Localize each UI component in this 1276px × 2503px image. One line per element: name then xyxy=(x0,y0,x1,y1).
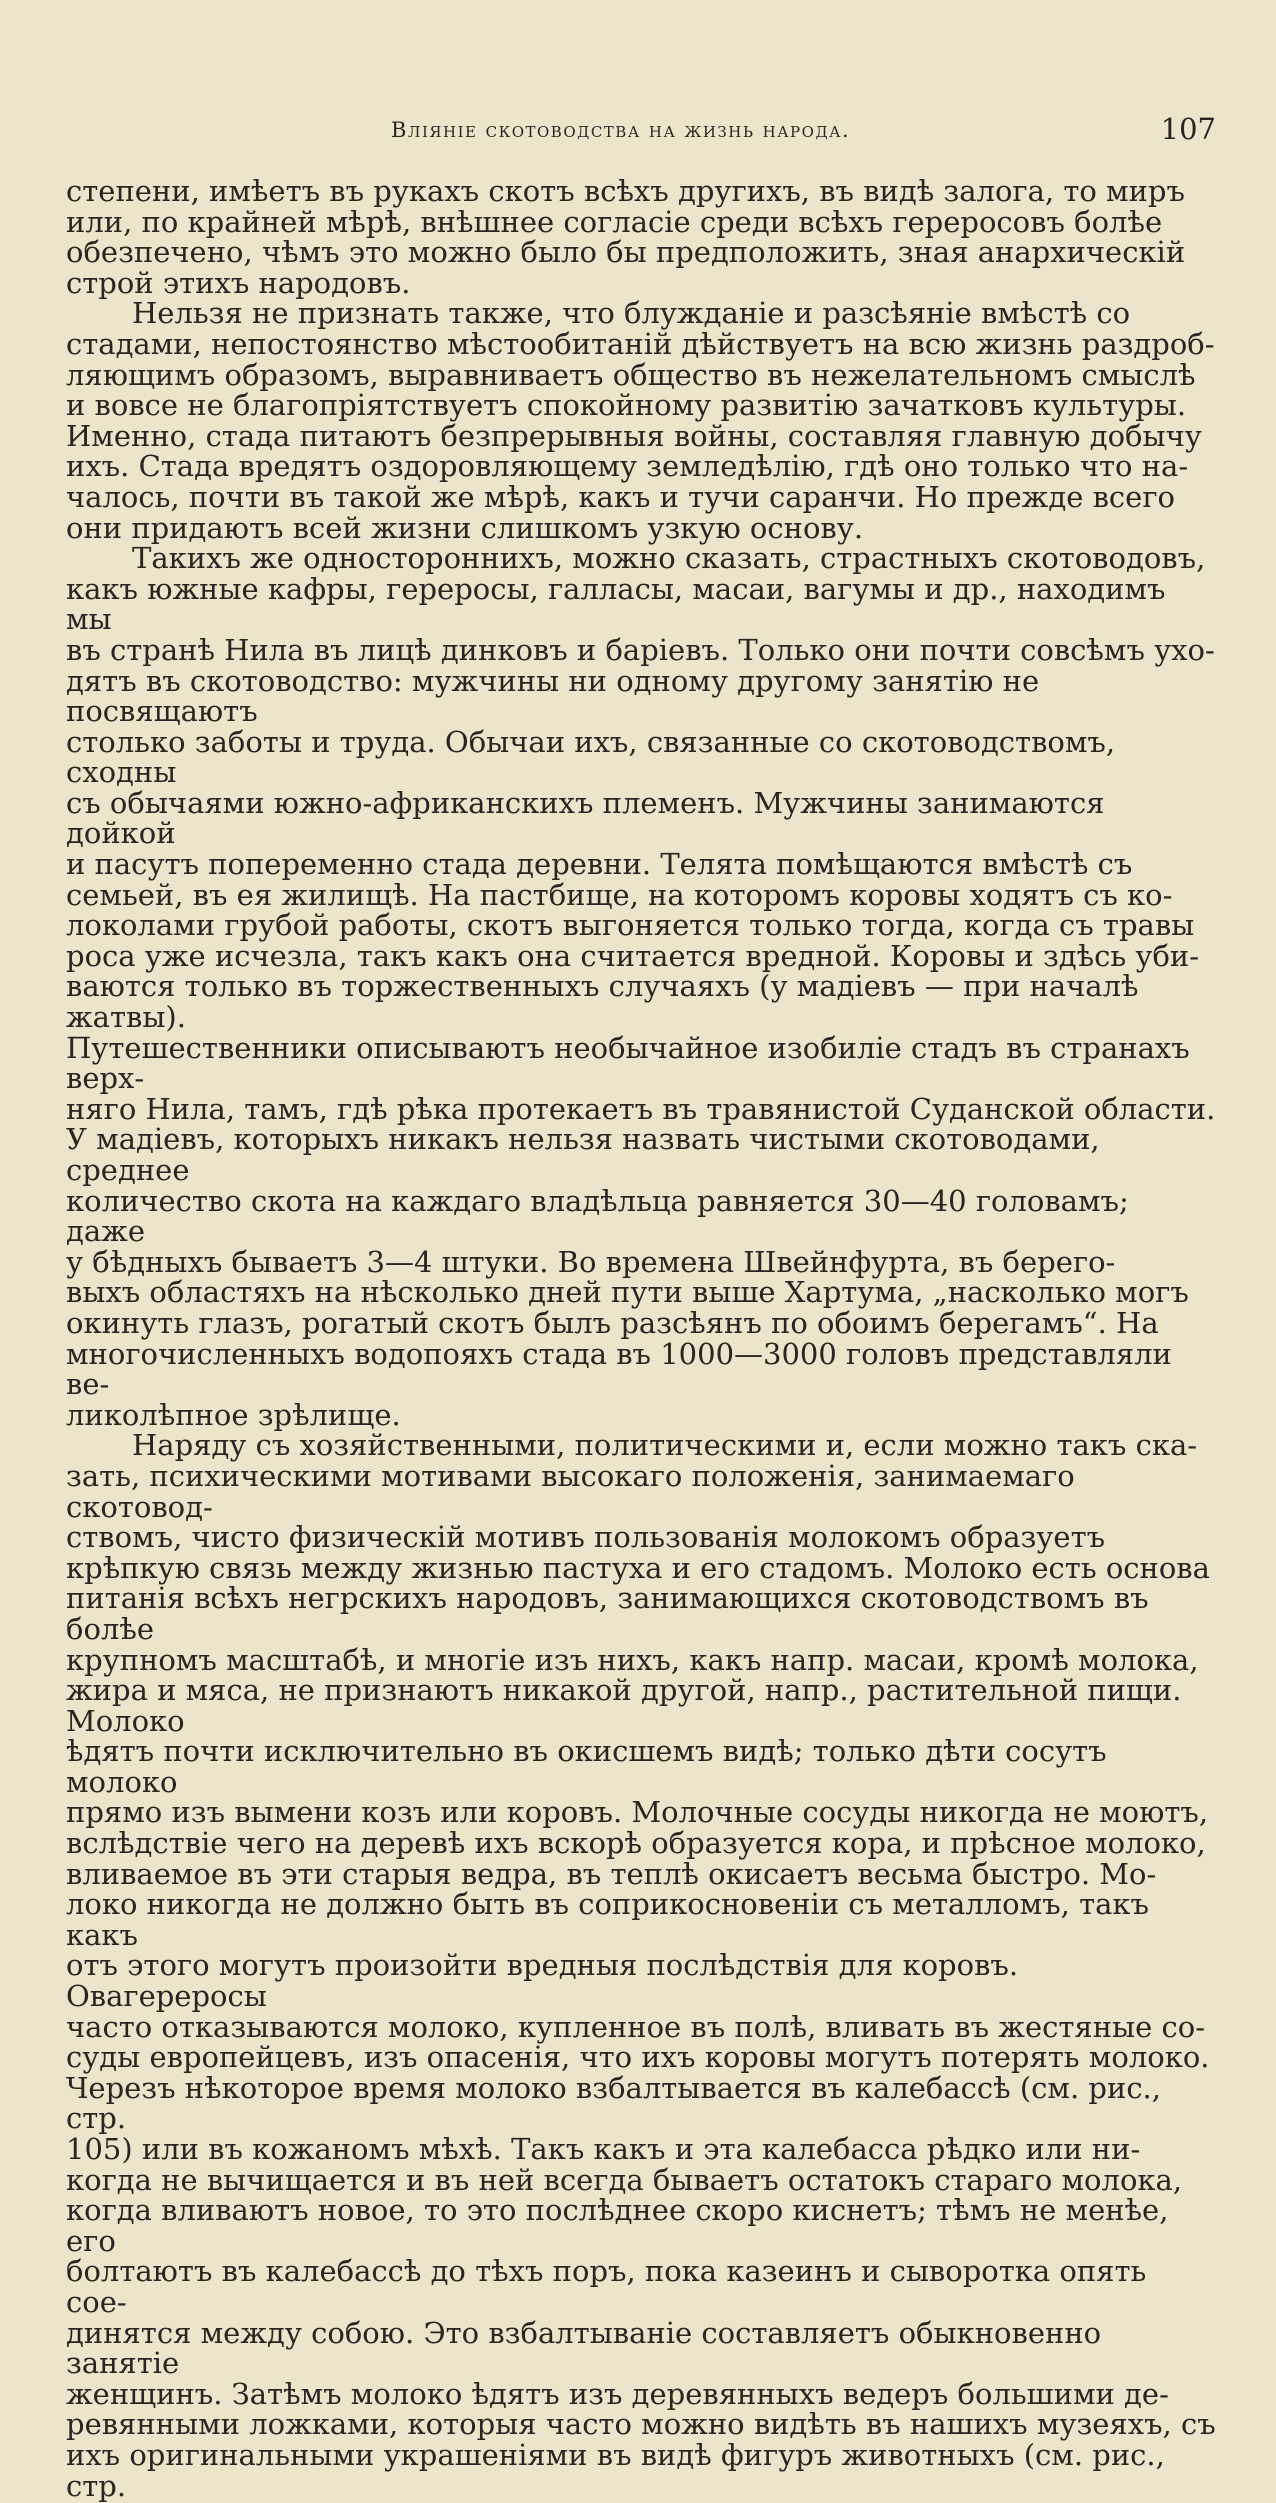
paragraph: Нельзя не признать также, что блужданіе и разсѣяніе вмѣстѣ со стадами, непостоянство мѣстообитаній дѣйствуетъ на всю жизнь раздроб- ляющимъ образомъ, выравниваетъ общество въ нежелательномъ смыслѣ и вовсе не благопріятствуетъ спокойному развитію зачатковъ культуры. Именно, стада питаютъ безпрерывныя войны, составляя главную добычу ихъ. Стада вредятъ оздоровляющему земледѣлію, гдѣ оно только что на- чалось, почти въ такой же мѣрѣ, какъ и тучи саранчи. Но прежде всего они придаютъ всей жизни слишкомъ узкую основу. xyxy=(66,296,1215,545)
paragraph: степени, имѣетъ въ рукахъ скотъ всѣхъ другихъ, въ видѣ залога, то миръ или, по крайней мѣрѣ, внѣшнее согласіе среди всѣхъ гереросовъ болѣе обезпечено, чѣмъ это можно было бы предположить, зная анархическій строй этихъ народовъ. xyxy=(66,174,1186,300)
running-title: Вліяніе скотоводства на жизнь народа. xyxy=(391,118,851,142)
page-number: 107 xyxy=(1160,112,1216,146)
body-text xyxy=(66,176,1216,2501)
paragraph: Наряду съ хозяйственными, политическими и, если можно такъ ска- зать, психическими мотивами высокаго положенія, занимаемаго скотовод- ствомъ, чисто физическій мотивъ пользованія молокомъ образуетъ крѣпкую связь между жизнью пастуха и его стадомъ. Молоко есть основа питанія всѣхъ негрскихъ народовъ, занимающихся скотоводствомъ въ болѣе крупномъ масштабѣ, и многіе изъ нихъ, какъ напр. масаи, кромѣ молока, жира и мяса, не признаютъ никакой другой, напр., растительной пищи. Молоко ѣдятъ почти исключительно въ окисшемъ видѣ; только дѣти сосутъ молоко прямо изъ вымени козъ или коровъ. Молочные сосуды никогда не моютъ, вслѣдствіе чего на деревѣ ихъ вскорѣ образуется кора, и прѣсное молоко, вливаемое въ эти старыя ведра, въ теплѣ окисаетъ весьма быстро. Мо- локо никогда не должно быть въ соприкосновеніи съ металломъ, такъ какъ отъ этого могутъ произойти вредныя послѣдствія для коровъ. Овагереросы часто отказываются молоко, купленное въ полѣ, вливать въ жестяные со- суды европейцевъ, изъ опасенія, что ихъ коровы могутъ потерять молоко. Черезъ нѣкоторое время молоко взбалтывается въ калебассѣ (см. рис., стр. 105) или въ кожаномъ мѣхѣ. Такъ какъ и эта калебасса рѣдко или ни- когда не вычищается и въ ней всегда бываетъ остатокъ стараго молока, когда вливаютъ новое, то это послѣднее скоро киснетъ; тѣмъ не менѣе, его болтаютъ въ калебассѣ до тѣхъ поръ, пока казеинъ и сыворотка опять сое- динятся между собою. Это взбалтываніе составляетъ обыкновенно занятіе женщинъ. Затѣмъ молоко ѣдятъ изъ деревянныхъ ведеръ большими де- ревянными ложками, которыя часто можно видѣть въ нашихъ музеяхъ, съ ихъ оригинальными украшеніями въ видѣ фигуръ животныхъ (см. рис., стр. xyxy=(66,1428,1216,2503)
paragraph: Такихъ же одностороннихъ, можно сказать, страстныхъ скотоводовъ, какъ южные кафры, гереросы, галласы, масаи, вагумы и др., находимъ мы въ странѣ Нила въ лицѣ динковъ и баріевъ. Только они почти совсѣмъ ухо- дятъ въ скотоводство: мужчины ни одному другому занятію не посвящаютъ столько заботы и труда. Обычаи ихъ, связанные со скотоводствомъ, сходны съ обычаями южно-африканскихъ племенъ. Мужчины занимаются дойкой и пасутъ попеременно стада деревни. Телята помѣщаются вмѣстѣ съ семьей, въ ея жилищѣ. На пастбище, на которомъ коровы ходятъ съ ко- локолами грубой работы, скотъ выгоняется только тогда, когда съ травы роса уже исчезла, такъ какъ она считается вредной. Коровы и здѣсь уби- ваются только въ торжественныхъ случаяхъ (у мадіевъ — при началѣ жатвы). Путешественники описываютъ необычайное изобиліе стадъ въ странахъ верх- няго Нила, тамъ, гдѣ рѣка протекаетъ въ травянистой Суданской области. У мадіевъ, которыхъ никакъ нельзя назвать чистыми скотоводами, среднее количество скота на каждаго владѣльца равняется 30—40 головамъ; даже у бѣдныхъ бываетъ 3—4 штуки. Во времена Швейнфурта, въ берего- выхъ областяхъ на нѣсколько дней пути выше Хартума, „насколько могъ окинуть глазъ, рогатый скотъ былъ разсѣянъ по обоимъ берегамъ“. На многочисленныхъ водопояхъ стада въ 1000—3000 головъ представляли ве- ликолѣпное зрѣлище. xyxy=(66,541,1216,1432)
page-header xyxy=(66,112,1216,152)
